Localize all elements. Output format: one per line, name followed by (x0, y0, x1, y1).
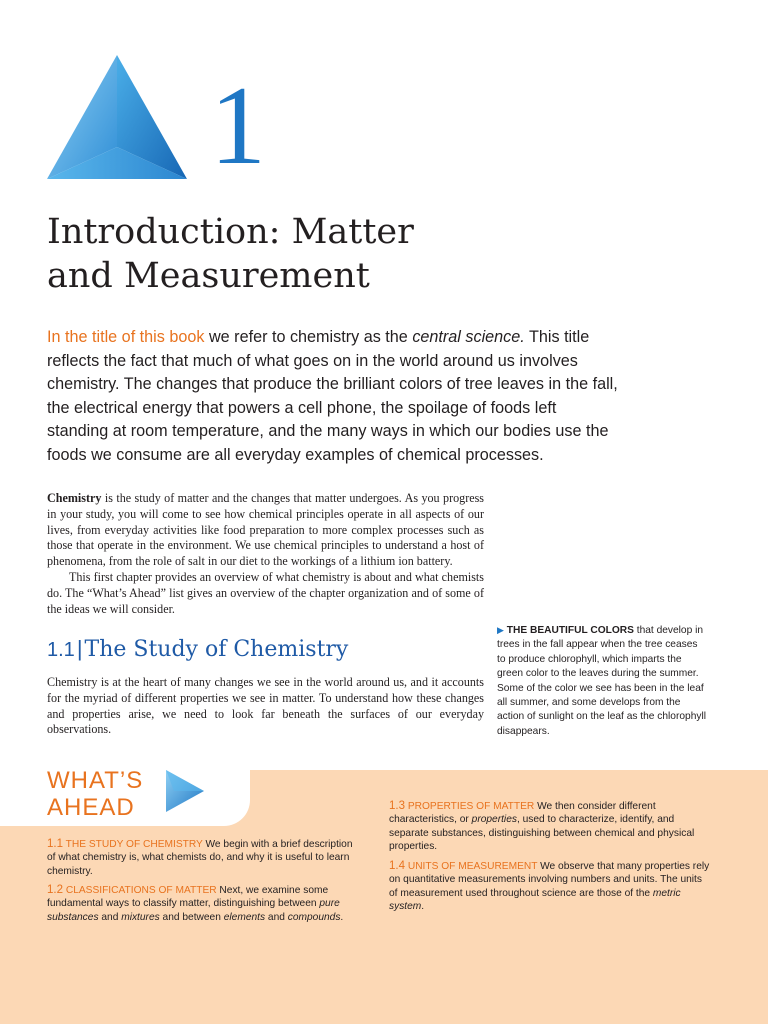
whats-ahead-item-text: . (421, 900, 425, 912)
section-number: 1.1 (47, 639, 75, 661)
caption-text: that develop in trees in the fall appear when the tree ceases to produce chlorophyll, which imparts the green color to the leaves during the summer. Some of the color we see has been in the leaf all summer, and some develops from the action of sunlight on the leaf as the chlorophyll disappears. (497, 625, 706, 737)
whats-ahead-item-caption: CLASSIFICATIONS OF MATTER (65, 885, 217, 896)
whats-ahead-title-line-2: AHEAD (47, 794, 135, 821)
section-separator: | (76, 636, 83, 661)
whats-ahead-item-text: and (265, 911, 288, 923)
body-paragraph-2: This first chapter provides an overview of what chemistry is about and what chemists do. The “What’s Ahead” list gives an overview of the chapter organization and of some of the ideas we will consider. (47, 570, 484, 616)
chapter-number: 1 (210, 64, 266, 188)
whats-ahead-title-line-1: WHAT’S (47, 767, 144, 794)
chapter-title-line-2: and Measurement (47, 256, 370, 296)
whats-ahead-item-emphasis: mixtures (121, 911, 160, 923)
intro-text-2: This title reflects the fact that much of what goes on in the world around us involves chemistry. The changes that produce the brilliant colors of tree leaves in the fall, the electrical energy that powers a cell phone, the spoilage of foods left standing at room temperature, and the many ways in which our bodies use the foods we consume are all everyday examples of chemical processes. (47, 328, 618, 464)
body-paragraph-1 (47, 491, 484, 570)
section-paragraph: Chemistry is at the heart of many changes we see in the world around us, and it accounts for the myriad of different properties we see in matter. To understand how these changes and properties arise, we need to look far beneath the surfaces of our everyday observations. (47, 675, 484, 737)
whats-ahead-item-2 (47, 884, 357, 924)
intro-text-1: we refer to chemistry as the (204, 328, 413, 346)
section-title: The Study of Chemistry (84, 637, 349, 662)
chapter-title (47, 210, 647, 298)
blue-pyramid-icon (47, 55, 187, 179)
whats-ahead-item-text: and between (159, 911, 224, 923)
whats-ahead-item-number: 1.2 (47, 884, 63, 896)
body-paragraph-1-text: is the study of matter and the changes that matter undergoes. As you progress in your study, you will come to see how chemical principles operate in all aspects of our lives, from everyday activities like food preparation to more complex processes such as those that operate in the environment. We use chemical principles to understand a host of phenomena, from the role of salt in our diet to the workings of a lithium ion battery. (47, 491, 484, 569)
whats-ahead-item-emphasis: metric system (389, 887, 681, 912)
whats-ahead-item-caption: PROPERTIES OF MATTER (407, 801, 535, 812)
whats-ahead-item-text: . (340, 911, 344, 923)
intro-paragraph (47, 326, 622, 467)
caption-lead: THE BEAUTIFUL COLORS (506, 625, 634, 636)
chapter-title-line-1: Introduction: Matter (47, 212, 414, 252)
whats-ahead-item-emphasis: properties (471, 814, 517, 826)
whats-ahead-item-text: We then consider different characteristics, or (389, 801, 656, 826)
whats-ahead-item-emphasis: pure substances (47, 898, 340, 923)
blue-arrow-icon (166, 770, 204, 812)
whats-ahead-item-caption: UNITS OF MEASUREMENT (407, 861, 538, 872)
whats-ahead-item-1 (47, 838, 357, 878)
body-term-chemistry: Chemistry (47, 491, 102, 505)
whats-ahead-title (47, 767, 143, 821)
whats-ahead-item-text: , used to characterize, identify, and separate substances, distinguishing between chemical and physical properties. (389, 814, 695, 852)
whats-ahead-item-number: 1.4 (389, 860, 405, 872)
whats-ahead-item-3 (389, 800, 711, 853)
whats-ahead-item-number: 1.1 (47, 838, 63, 850)
whats-ahead-item-emphasis: compounds (287, 911, 341, 923)
whats-ahead-item-4 (389, 860, 711, 913)
intro-lead: In the title of this book (47, 328, 205, 346)
whats-ahead-item-text: Next, we examine some fundamental ways to classify matter, distinguishing between (47, 885, 329, 910)
figure-caption (497, 623, 707, 739)
whats-ahead-item-text: We begin with a brief description of what chemistry is, what chemists do, and why it is useful to learn chemistry. (47, 839, 353, 877)
caption-arrow-icon: ▶ (497, 625, 504, 635)
whats-ahead-item-caption: THE STUDY OF CHEMISTRY (65, 839, 203, 850)
section-heading (47, 634, 348, 665)
whats-ahead-item-number: 1.3 (389, 800, 405, 812)
whats-ahead-item-emphasis: elements (223, 911, 266, 923)
intro-emphasis: central science. (412, 328, 525, 346)
whats-ahead-item-text: We observe that many properties rely on quantitative measurements involving numbers and units. The units of measurement used throughout science are those of the (389, 861, 710, 899)
whats-ahead-item-text: and (98, 911, 122, 923)
